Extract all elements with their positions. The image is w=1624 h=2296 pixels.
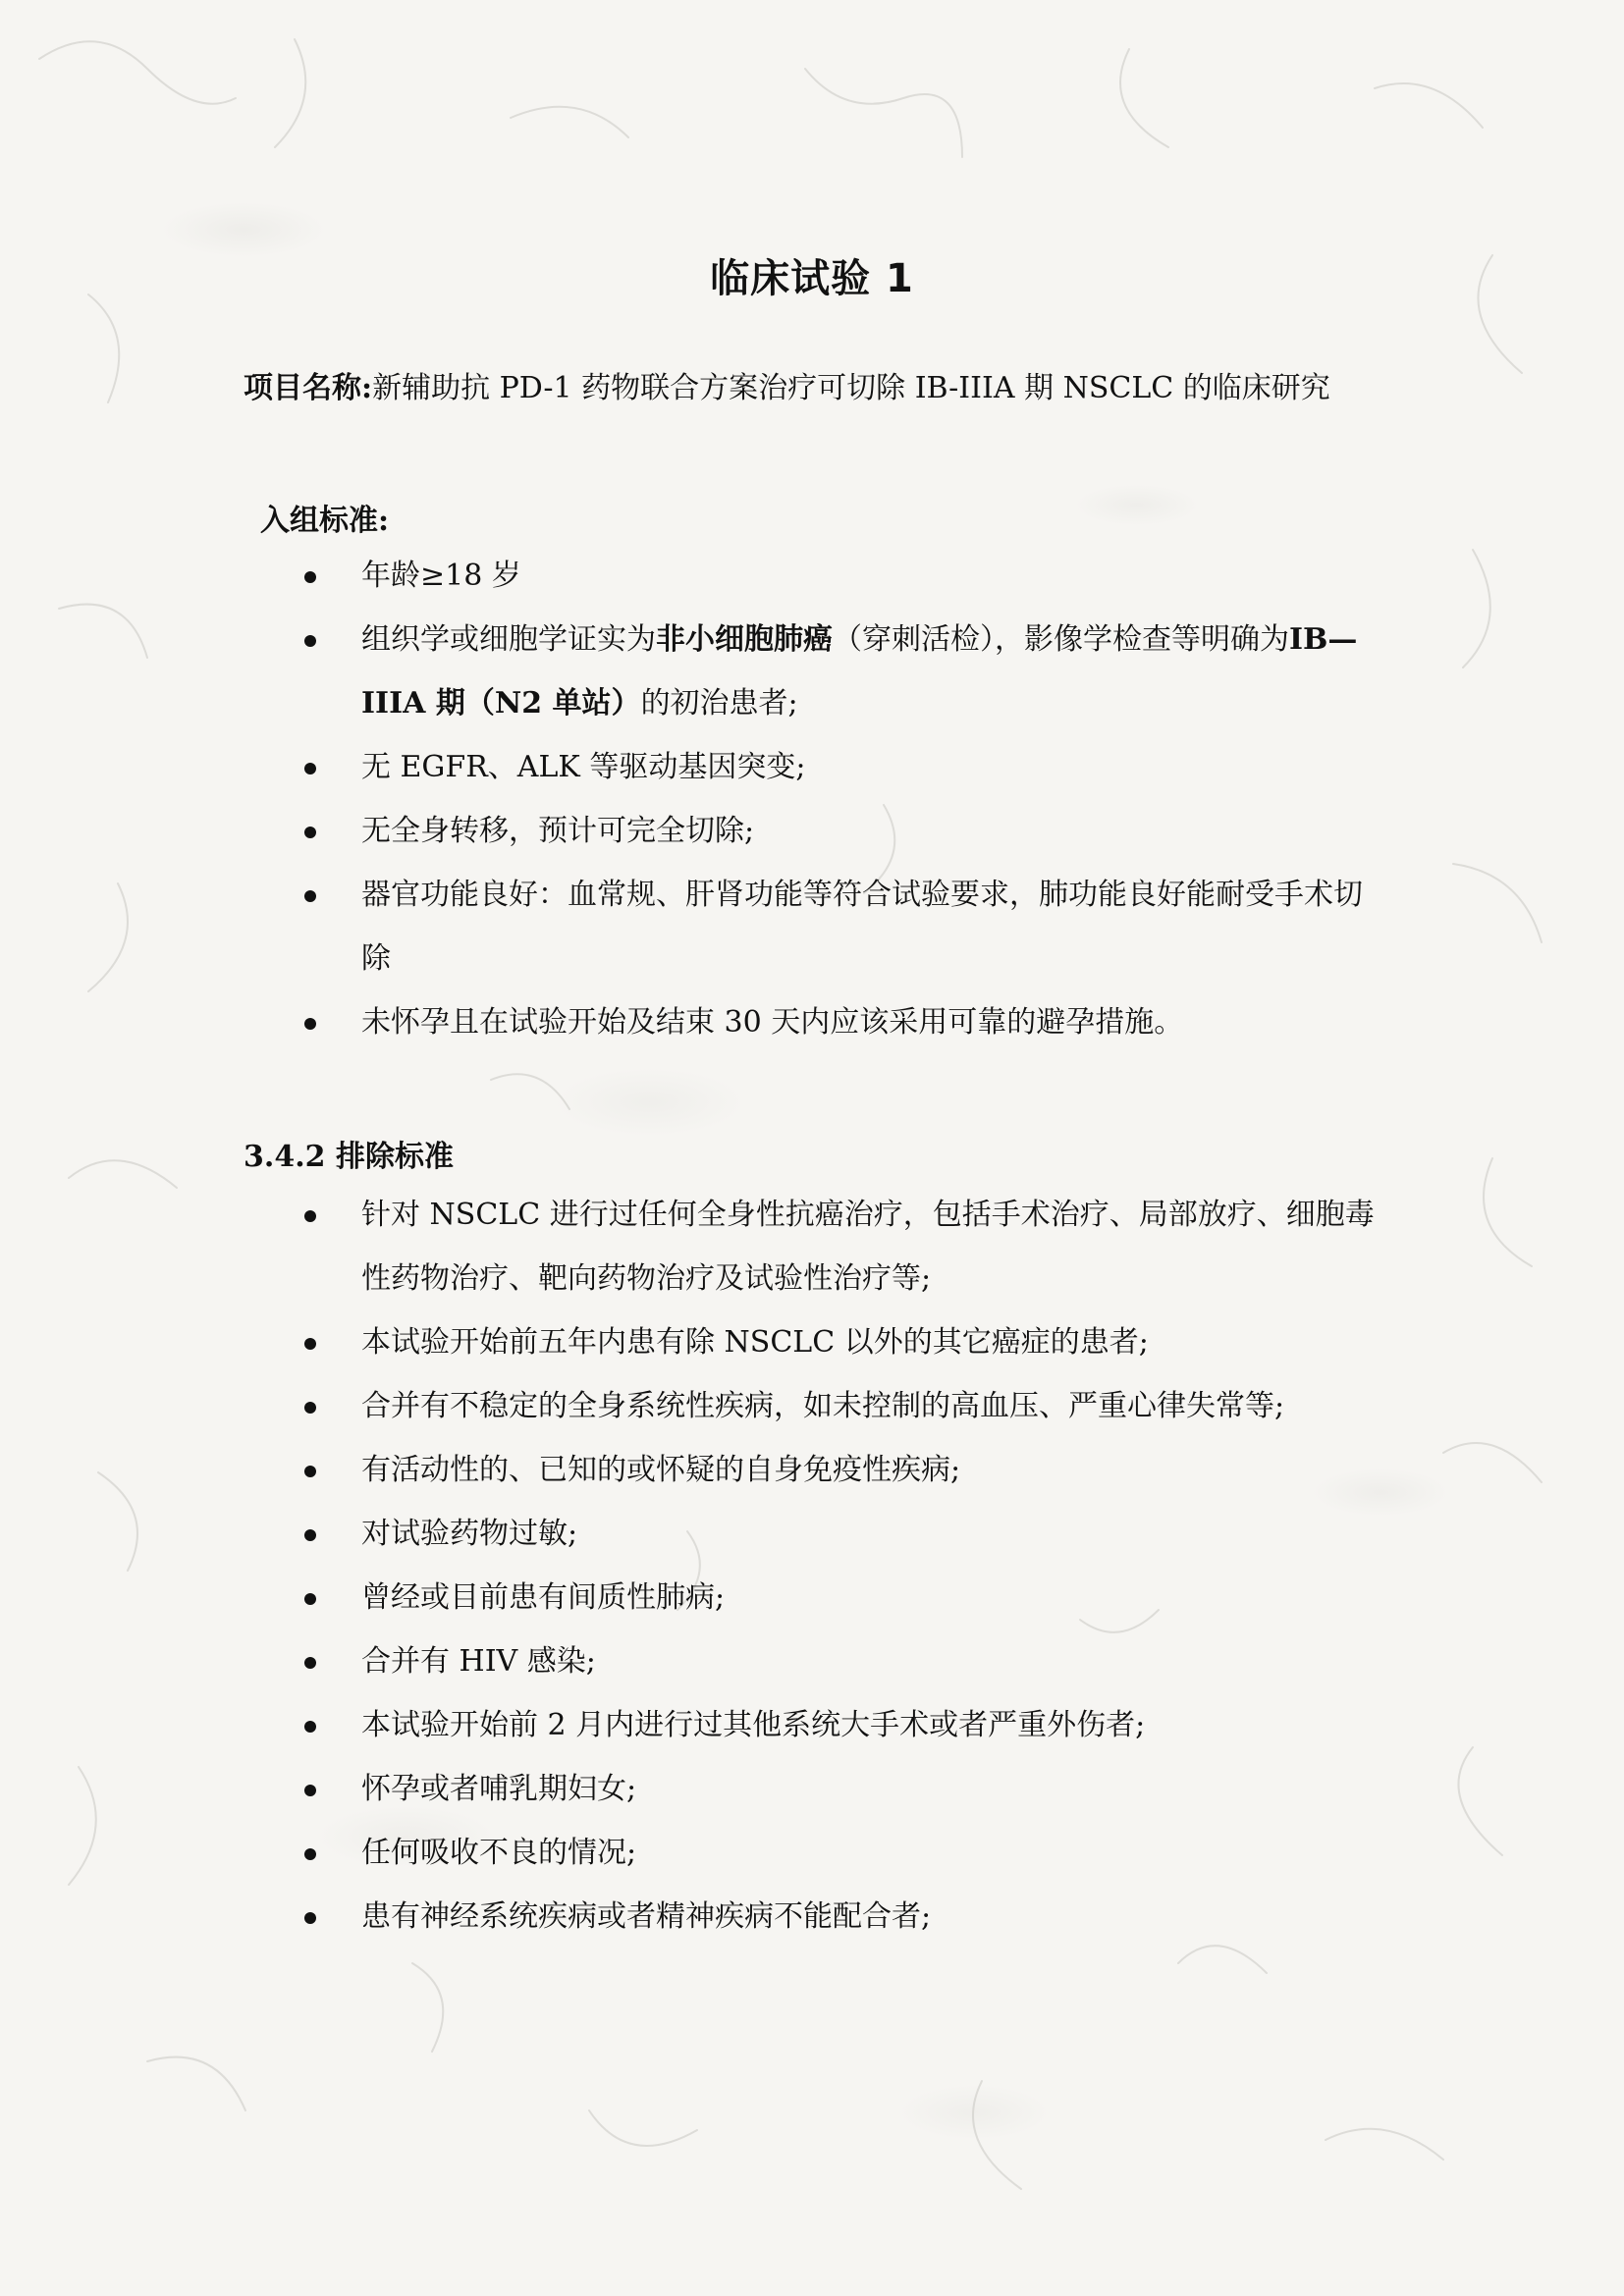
list-item: 无全身转移，预计可完全切除; <box>295 799 1384 863</box>
list-item: 患有神经系统疾病或者精神疾病不能配合者; <box>295 1885 1384 1949</box>
bullet-icon <box>304 1529 316 1541</box>
list-item: 针对 NSCLC 进行过任何全身性抗癌治疗，包括手术治疗、局部放疗、细胞毒性药物治疗、靶向药物治疗及试验性治疗等; <box>295 1183 1384 1310</box>
bullet-icon <box>304 827 316 838</box>
inclusion-criteria-list <box>295 544 1384 1054</box>
bullet-icon <box>304 1848 316 1860</box>
list-item: 合并有不稳定的全身系统性疾病，如未控制的高血压、严重心律失常等; <box>295 1374 1384 1438</box>
list-item: 合并有 HIV 感染; <box>295 1629 1384 1693</box>
bullet-icon <box>304 763 316 774</box>
bullet-icon <box>304 1721 316 1733</box>
list-item: 组织学或细胞学证实为非小细胞肺癌（穿刺活检），影像学检查等明确为IB—IIIA 期（N2 单站）的初治患者; <box>295 608 1384 735</box>
bullet-icon <box>304 1593 316 1605</box>
bullet-icon <box>304 890 316 902</box>
exclusion-criteria-list <box>295 1183 1384 1949</box>
project-name-value: 新辅助抗 PD-1 药物联合方案治疗可切除 IB-IIIA 期 NSCLC 的临床研究 <box>372 371 1330 405</box>
list-item: 对试验药物过敏; <box>295 1502 1384 1566</box>
bullet-icon <box>304 1466 316 1477</box>
project-name-line <box>244 363 1330 406</box>
list-item: 本试验开始前 2 月内进行过其他系统大手术或者严重外伤者; <box>295 1693 1384 1757</box>
list-item: 有活动性的、已知的或怀疑的自身免疫性疾病; <box>295 1438 1384 1502</box>
bullet-icon <box>304 1657 316 1669</box>
bullet-icon <box>304 1912 316 1924</box>
list-item: 本试验开始前五年内患有除 NSCLC 以外的其它癌症的患者; <box>295 1310 1384 1374</box>
list-item: 年龄≥18 岁 <box>295 544 1384 608</box>
bold-emphasis: 非小细胞肺癌 <box>656 622 833 657</box>
bullet-icon <box>304 635 316 647</box>
bullet-icon <box>304 571 316 583</box>
list-item: 未怀孕且在试验开始及结束 30 天内应该采用可靠的避孕措施。 <box>295 990 1384 1054</box>
list-item: 曾经或目前患有间质性肺病; <box>295 1566 1384 1629</box>
list-item: 无 EGFR、ALK 等驱动基因突变; <box>295 735 1384 799</box>
bold-emphasis: IB—IIIA 期（N2 单站） <box>361 622 1358 721</box>
inclusion-criteria-heading: 入组标准: <box>260 504 390 538</box>
page-title: 临床试验 1 <box>710 256 914 301</box>
list-item: 怀孕或者哺乳期妇女; <box>295 1757 1384 1821</box>
project-name-label: 项目名称: <box>244 371 373 405</box>
list-item: 器官功能良好：血常规、肝肾功能等符合试验要求，肺功能良好能耐受手术切除 <box>295 863 1384 990</box>
bullet-icon <box>304 1210 316 1222</box>
bullet-icon <box>304 1338 316 1350</box>
list-item: 任何吸收不良的情况; <box>295 1821 1384 1885</box>
exclusion-criteria-heading: 3.4.2 排除标准 <box>244 1140 454 1174</box>
bullet-icon <box>304 1402 316 1414</box>
bullet-icon <box>304 1785 316 1796</box>
bullet-icon <box>304 1018 316 1030</box>
